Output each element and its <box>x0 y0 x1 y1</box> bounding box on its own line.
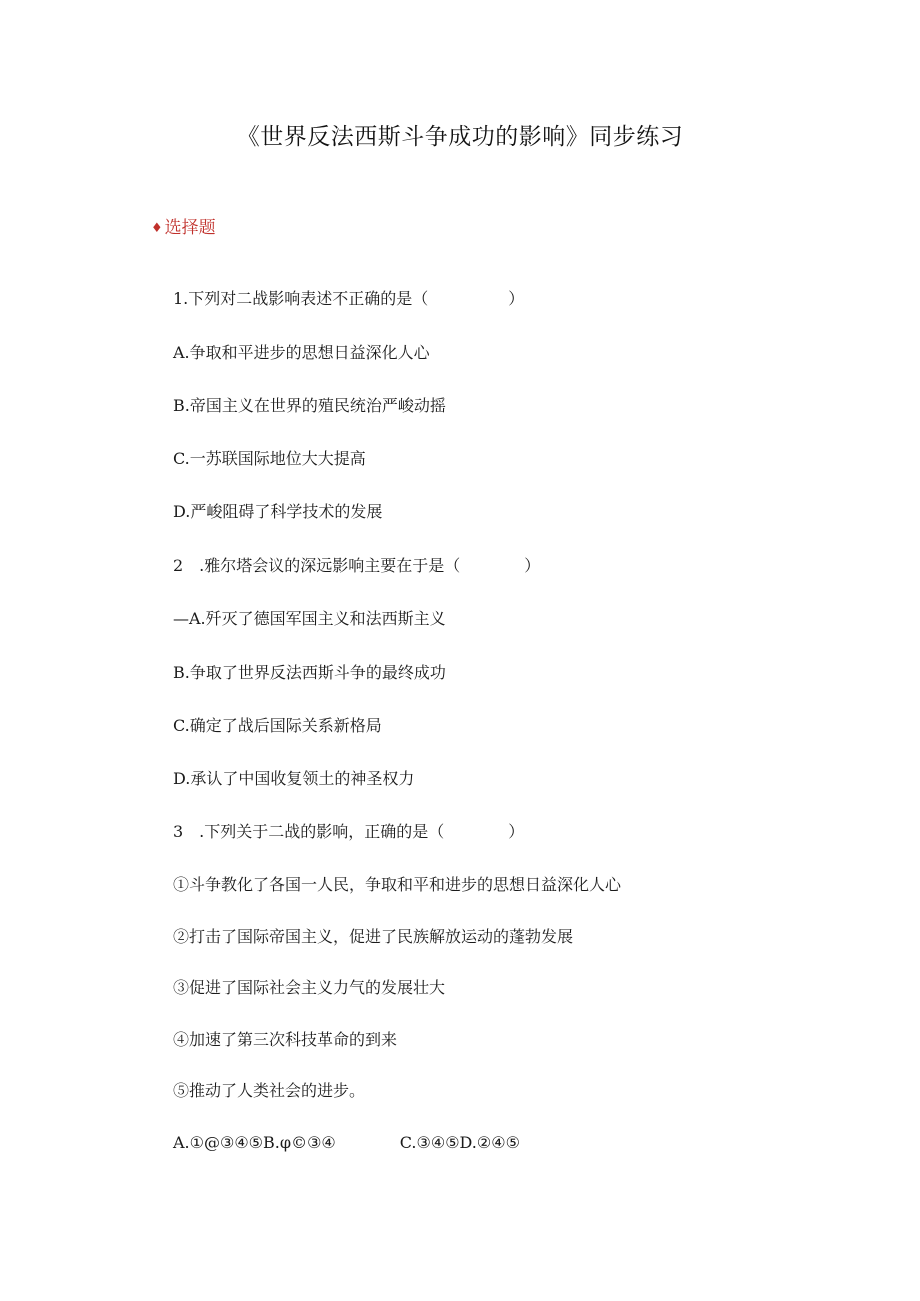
question-3-statement-4: ④加速了第三次科技革命的到来 <box>173 1030 398 1049</box>
section-heading <box>151 213 216 238</box>
question-3-statement-1: ①斗争教化了各国一人民，争取和平和进步的思想日益深化人心 <box>173 875 622 894</box>
page-title: 《世界反法西斯斗争成功的影响》同步练习 <box>236 124 684 150</box>
question-1-option-d: D.严峻阻碍了科学技术的发展 <box>173 502 383 521</box>
question-2-option-c: C.确定了战后国际关系新格局 <box>173 716 382 735</box>
question-3-options: A.①@③④⑤B.φ©③④ C.③④⑤D.②④⑤ <box>173 1133 520 1152</box>
question-1-option-b: B.帝国主义在世界的殖民统治严峻动摇 <box>173 396 446 415</box>
question-3-stem: 3 .下列关于二战的影响，正确的是（ ） <box>173 822 525 841</box>
question-3-statement-2: ②打击了国际帝国主义，促进了民族解放运动的蓬勃发展 <box>173 927 574 946</box>
question-1-stem: 1.下列对二战影响表述不正确的是（ ） <box>173 289 525 308</box>
diamond-bullet-icon: ♦ <box>151 221 163 236</box>
question-2-option-a: —A.歼灭了德国军国主义和法西斯主义 <box>173 609 446 628</box>
question-3-statement-3: ③促进了国际社会主义力气的发展壮大 <box>173 978 446 997</box>
question-2-stem: 2 .雅尔塔会议的深远影响主要在于是（ ） <box>173 556 541 575</box>
question-1-option-c: C.一苏联国际地位大大提高 <box>173 449 366 468</box>
question-2-option-d: D.承认了中国收复领土的神圣权力 <box>173 769 415 788</box>
section-label: 选择题 <box>164 218 216 238</box>
question-3-statement-5: ⑤推动了人类社会的进步。 <box>173 1081 366 1100</box>
question-1-option-a: A.争取和平进步的思想日益深化人心 <box>173 343 430 362</box>
question-2-option-b: B.争取了世界反法西斯斗争的最终成功 <box>173 663 446 682</box>
